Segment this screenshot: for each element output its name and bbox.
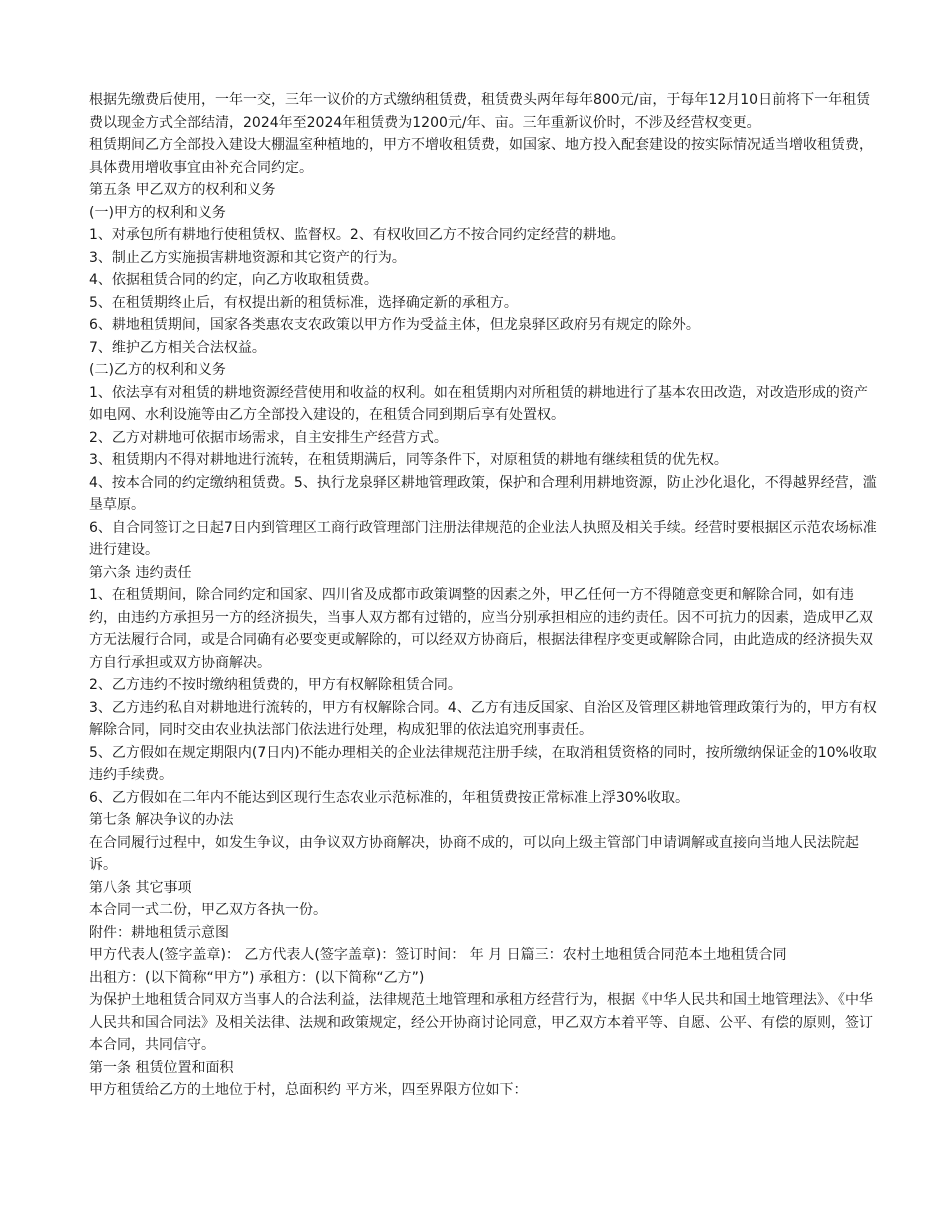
list-item: 5、乙方假如在规定期限内(7日内)不能办理相关的企业法律规范注册手续，在取消租赁资格的同时，按所缴纳保证金的10%收取违约手续费。	[89, 744, 877, 783]
section-heading-article-8: 第八条 其它事项	[89, 879, 192, 896]
paragraph-copies: 本合同一式二份，甲乙双方各执一份。	[89, 902, 327, 918]
section-heading-article-1: 第一条 租赁位置和面积	[89, 1059, 234, 1076]
list-item: 6、乙方假如在二年内不能达到区现行生态农业示范标准的，年租赁费按正常标准上浮30%收取。	[89, 789, 690, 806]
list-item: 2、乙方对耕地可依据市场需求，自主安排生产经营方式。	[89, 429, 448, 446]
list-item: 4、按本合同的约定缴纳租赁费。5、执行龙泉驿区耕地管理政策，保护和合理利用耕地资源，防止沙化退化，不得越界经营，滥垦草原。	[89, 474, 877, 513]
paragraph-rent-payment: 根据先缴费后使用，一年一交，三年一议价的方式缴纳租赁费，租赁费头两年每年800元/亩，于每年12月10日前将下一年租赁费以现金方式全部结清，2024年至2024年租赁费为1200元/年、亩。三年重新议价时，不涉及经营权变更。	[89, 92, 871, 131]
list-item: 3、乙方违约私自对耕地进行流转的，甲方有权解除合同。4、乙方有违反国家、自治区及管理区耕地管理政策行为的，甲方有权解除合同，同时交由农业执法部门依法进行处理，构成犯罪的依法追究刑事责任。	[89, 699, 877, 738]
list-item: 1、在租赁期间，除合同约定和国家、四川省及成都市政策调整的因素之外，甲乙任何一方不得随意变更和解除合同，如有违约，由违约方承担另一方的经济损失，当事人双方都有过错的，应当分别承担相应的违约责任。因不可抗力的因素，造成甲乙双方无法履行合同，或是合同确有必要变更或解除的，可以经双方协商后，根据法律程序变更或解除合同，由此造成的经济损失双方自行承担或双方协商解决。	[89, 587, 873, 671]
document-page	[89, 89, 879, 1102]
paragraph-signatures: 甲方代表人(签字盖章)： 乙方代表人(签字盖章)：签订时间： 年 月 日篇三：农村土地租赁合同范本土地租赁合同	[89, 947, 787, 963]
section-heading-article-6: 第六条 违约责任	[89, 564, 192, 581]
list-item: 6、自合同签订之日起7日内到管理区工商行政管理部门注册法律规范的企业法人执照及相关手续。经营时要根据区示范农场标准进行建设。	[89, 519, 877, 558]
list-item: 3、租赁期内不得对耕地进行流转，在租赁期满后，同等条件下，对原租赁的耕地有继续租赁的优先权。	[89, 452, 728, 468]
section-heading-article-5: 第五条 甲乙双方的权利和义务	[89, 182, 276, 198]
list-item: 5、在租赁期终止后，有权提出新的租赁标准，选择确定新的承租方。	[89, 294, 518, 311]
list-item: 4、依据租赁合同的约定，向乙方收取租赁费。	[89, 272, 378, 288]
section-heading-article-7: 第七条 解决争议的办法	[89, 812, 234, 828]
list-item: 1、对承包所有耕地行使租赁权、监督权。2、有权收回乙方不按合同约定经营的耕地。	[89, 227, 625, 243]
subheading-party-b: (二)乙方的权利和义务	[89, 362, 226, 378]
paragraph-preamble: 为保护土地租赁合同双方当事人的合法利益，法律规范土地管理和承租方经营行为，根据《中华人民共和国土地管理法》、《中华人民共和国合同法》及相关法律、法规和政策规定，经公开协商讨论同意，甲乙双方本着平等、自愿、公平、有偿的原则，签订本合同，共同信守。	[89, 992, 873, 1053]
paragraph-location: 甲方租赁给乙方的土地位于村，总面积约 平方米，四至界限方位如下：	[89, 1082, 528, 1098]
list-item: 1、依法享有对租赁的耕地资源经营使用和收益的权利。如在租赁期内对所租赁的耕地进行了基本农田改造，对改造形成的资产如电网、水利设施等由乙方全部投入建设的，在租赁合同到期后享有处置权。	[89, 384, 868, 423]
paragraph-parties: 出租方：(以下简称“甲方”) 承租方：(以下简称“乙方”)	[89, 969, 425, 986]
list-item: 2、乙方违约不按时缴纳租赁费的，甲方有权解除租赁合同。	[89, 677, 462, 693]
paragraph-greenhouse: 租赁期间乙方全部投入建设大棚温室种植地的，甲方不增收租赁费，如国家、地方投入配套建设的按实际情况适当增收租赁费，具体费用增收事宜由补充合同约定。	[89, 137, 873, 176]
list-item: 6、耕地租赁期间，国家各类惠农支农政策以甲方作为受益主体，但龙泉驿区政府另有规定的除外。	[89, 317, 700, 333]
paragraph-dispute: 在合同履行过程中，如发生争议，由争议双方协商解决，协商不成的，可以向上级主管部门申请调解或直接向当地人民法院起诉。	[89, 834, 859, 873]
subheading-party-a: (一)甲方的权利和义务	[89, 204, 226, 221]
list-item: 7、维护乙方相关合法权益。	[89, 339, 266, 356]
list-item: 3、制止乙方实施损害耕地资源和其它资产的行为。	[89, 249, 406, 266]
paragraph-attachment: 附件：耕地租赁示意图	[89, 924, 229, 941]
